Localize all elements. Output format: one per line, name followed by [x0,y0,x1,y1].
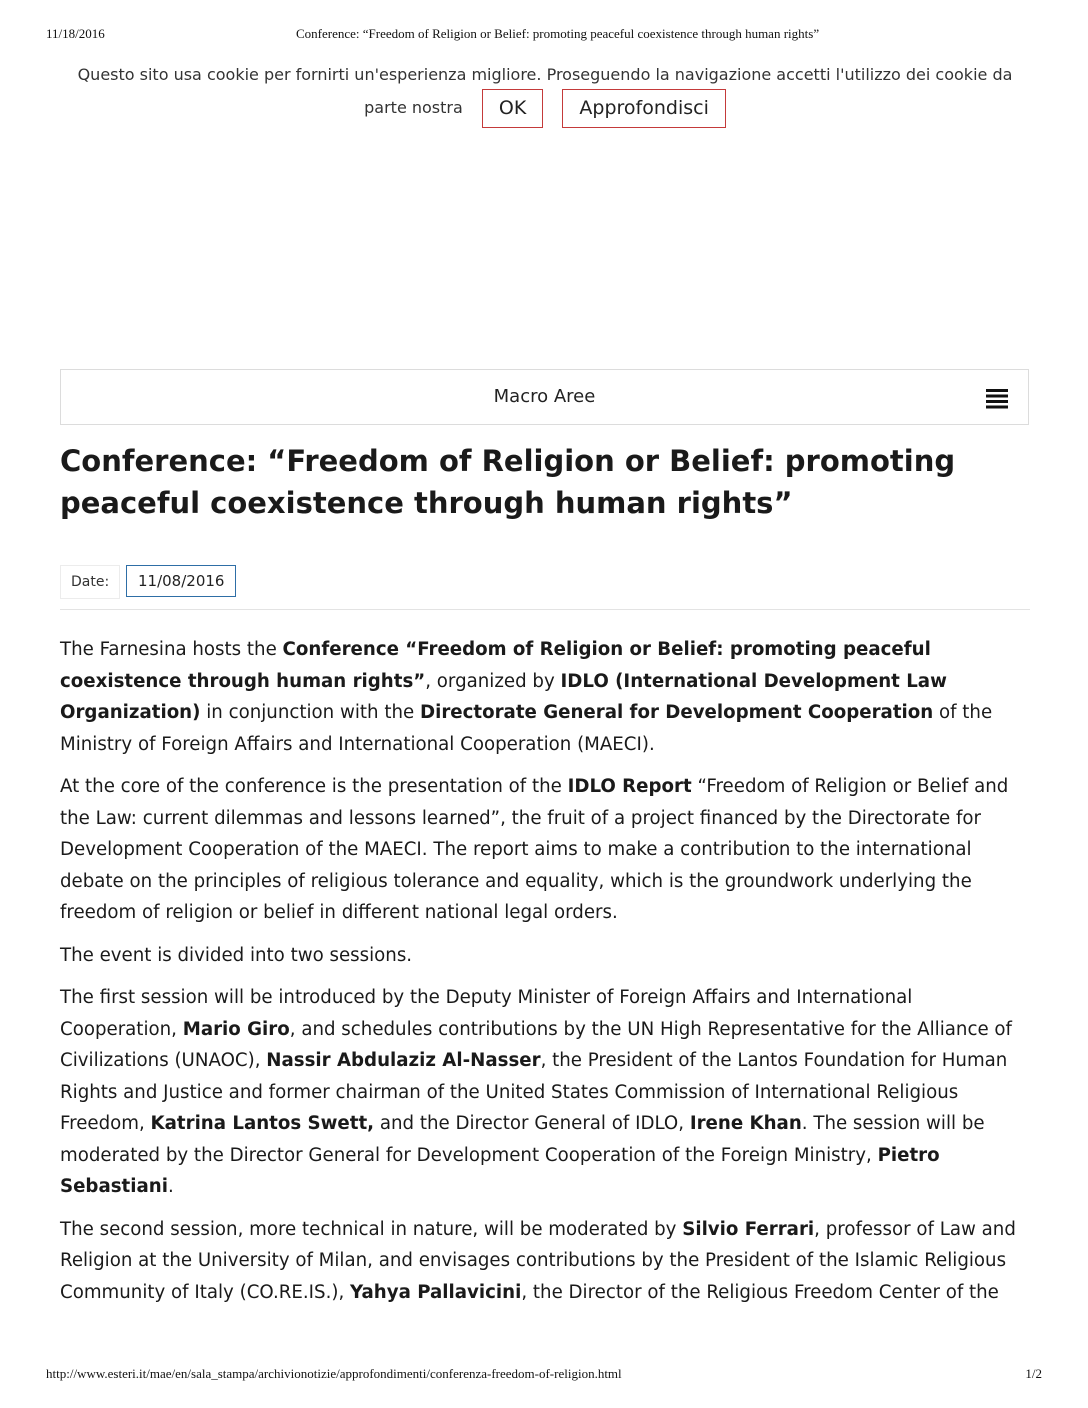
date-label: Date: [60,565,120,599]
bold-text: Conference “Freedom of Religion or Belief: promoting peaceful coexistence through human rights” [60,639,931,692]
text: , and schedules contributions by the UN High Representative for the Alliance of Civilizations (UNAOC), [60,1018,1012,1071]
article-paragraph-4 [60,982,1032,1203]
text: . The session will be moderated by the Director General for Development Cooperation of the Foreign Ministry, [60,1113,985,1166]
print-date: 11/18/2016 [46,26,105,41]
cookie-banner [60,60,1030,128]
text: , the President of the Lantos Foundation for Human Rights and Justice and former chairman of the United States Commission of International Religious Freedom, [60,1050,1008,1134]
bold-text: Mario Giro [182,1018,290,1040]
text: The first session will be introduced by the Deputy Minister of Foreign Affairs and International Cooperation, [60,987,913,1040]
print-page-number: 1/2 [1025,1366,1042,1381]
print-page-title: Conference: “Freedom of Religion or Belief: promoting peaceful coexistence through human rights” [296,26,820,41]
bold-text: Irene Khan [689,1113,802,1134]
cookie-ok-button[interactable]: OK [482,89,543,128]
text: and the Director General of IDLO, [374,1113,690,1134]
text: , organized by [425,670,561,692]
page-title: Conference: “Freedom of Religion or Belief: promoting peaceful coexistence through human rights” [60,444,956,520]
text: of the Ministry of Foreign Affairs and International Cooperation (MAECI). [60,702,993,755]
macro-areas-nav[interactable] [60,369,1029,425]
bold-text: Directorate General for Development Cooperation [419,702,934,723]
cookie-banner-line-2 [60,89,1030,128]
hamburger-menu-icon[interactable] [986,389,1008,409]
bold-text: Yahya Pallavicini [350,1281,522,1303]
bold-text: Katrina Lantos Swett, [150,1113,375,1134]
article-paragraph-2 [60,771,1032,929]
bold-text: Pietro Sebastiani [60,1144,940,1197]
bold-text: IDLO (International Development Law Organization) [60,670,947,723]
article-paragraph-3: The event is divided into two sessions. [60,944,413,966]
cookie-more-info-button[interactable]: Approfondisci [562,89,725,128]
text: “Freedom of Religion or Belief and the Law: current dilemmas and lessons learned”, the fruit of a project financed by the Directorate for Development Cooperation of the MAECI. The report aims to make a contribution to the international debate on the principles of religious tolerance and equality, which is the groundwork underlying the freedom of religion or belief in different national legal orders. [60,776,1009,923]
bold-text: Nassir Abdulaziz Al-Nasser [266,1050,541,1071]
text: in conjunction with the [200,702,420,723]
bold-text: Silvio Ferrari [682,1218,815,1240]
text: The second session, more technical in nature, will be moderated by [60,1218,683,1240]
date-row [60,565,1030,610]
article-paragraph-5 [60,1214,1032,1309]
macro-areas-label[interactable]: Macro Aree [493,386,596,407]
date-value: 11/08/2016 [126,565,236,597]
article-paragraph-1 [60,634,1032,760]
article-body [60,634,1032,1319]
cookie-banner-text: Questo sito usa cookie per fornirti un'esperienza migliore. Proseguendo la navigazione accetti l'utilizzo dei cookie da [77,65,1013,84]
cookie-banner-text-2: parte nostra [364,98,463,117]
print-footer [46,1366,1042,1384]
bold-text: IDLO Report [567,776,692,797]
text: , professor of Law and Religion at the University of Milan, and envisages contributions by the President of the Islamic Religious Community of Italy (CO.RE.IS.), [60,1218,1016,1303]
text: . [167,1176,174,1197]
text: The Farnesina hosts the [60,639,283,660]
text: At the core of the conference is the presentation of the [60,776,568,797]
text: , the Director of the Religious Freedom Center of the [521,1281,999,1303]
print-header [46,26,1042,44]
print-url: http://www.esteri.it/mae/en/sala_stampa/archivionotizie/approfondimenti/conferenza-freedom-of-religion.html [46,1366,622,1381]
